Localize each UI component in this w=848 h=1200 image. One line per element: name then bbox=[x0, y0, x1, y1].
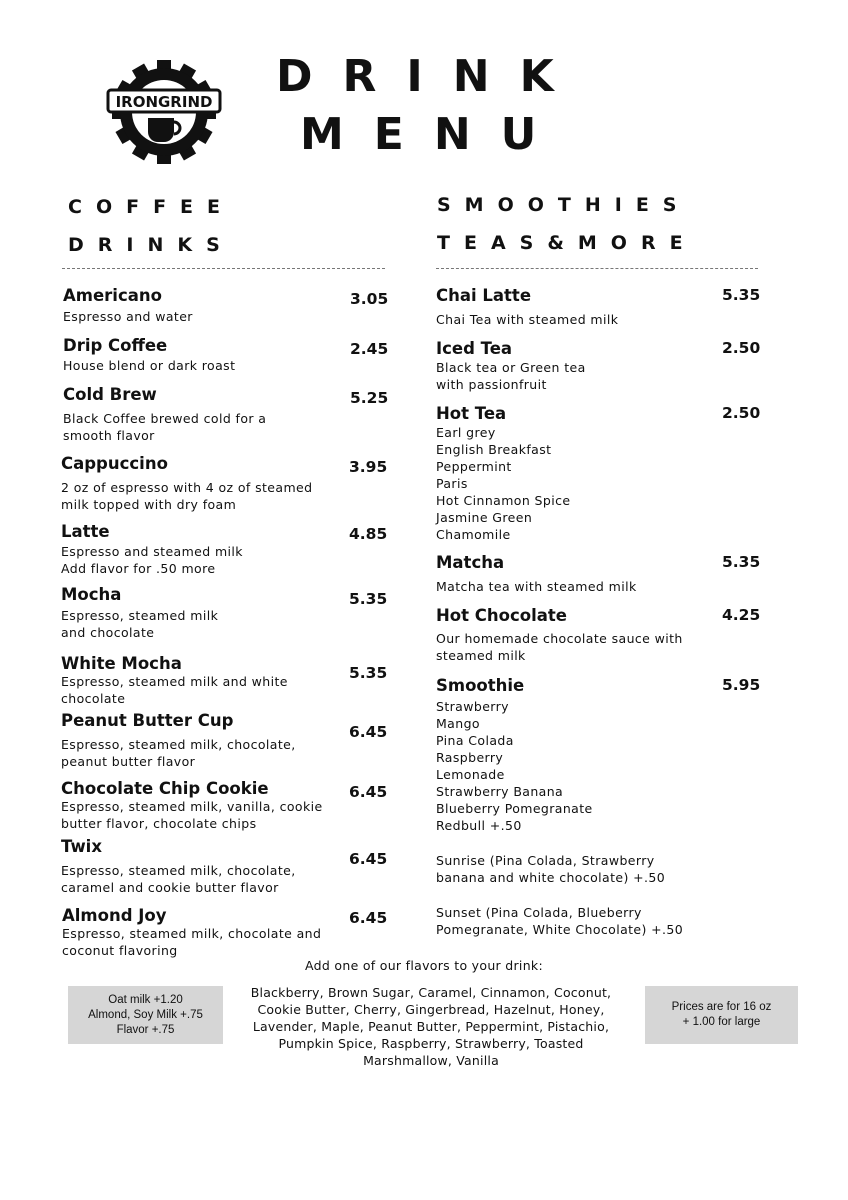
coffee-section-heading bbox=[68, 188, 234, 264]
item-name: White Mocha bbox=[61, 654, 182, 673]
item-name: Chocolate Chip Cookie bbox=[61, 779, 269, 798]
item-price: 6.45 bbox=[349, 723, 388, 741]
milk-options-box bbox=[68, 986, 223, 1044]
item-name: Americano bbox=[63, 286, 162, 305]
item-price: 6.45 bbox=[349, 783, 388, 801]
item-name: Twix bbox=[61, 837, 102, 856]
menu-item bbox=[436, 404, 570, 543]
item-price: 6.45 bbox=[349, 850, 388, 868]
item-price: 3.95 bbox=[349, 458, 388, 476]
item-name: Peanut Butter Cup bbox=[61, 711, 234, 730]
item-description: Sunrise (Pina Colada, Strawberry banana and white chocolate) +.50 bbox=[436, 853, 666, 885]
item-name: Drip Coffee bbox=[63, 336, 168, 355]
item-description: Espresso, steamed milk and white chocolate bbox=[61, 674, 288, 706]
item-name: Almond Joy bbox=[62, 906, 167, 925]
flavors-title: Add one of our flavors to your drink: bbox=[305, 958, 543, 973]
smoothies-divider bbox=[436, 268, 758, 269]
item-price: 2.45 bbox=[350, 340, 389, 358]
item-description: Espresso, steamed milk, chocolate, caramel and cookie butter flavor bbox=[61, 863, 296, 895]
item-price: 5.35 bbox=[722, 553, 761, 571]
item-description: 2 oz of espresso with 4 oz of steamed milk topped with dry foam bbox=[61, 480, 313, 512]
item-price: 5.35 bbox=[722, 286, 761, 304]
smoothies-section-heading bbox=[437, 186, 697, 262]
item-description: Black Coffee brewed cold for a smooth flavor bbox=[63, 411, 267, 443]
price-note-size: Prices are for 16 oz bbox=[671, 1001, 772, 1013]
menu-item bbox=[436, 553, 637, 595]
title-line-menu: MENU bbox=[300, 109, 567, 160]
coffee-heading-line1: COFFEE bbox=[68, 196, 235, 218]
item-description: Strawberry Mango Pina Colada Raspberry Lemonade Strawberry Banana Blueberry Pomegranate Redbull +.50 bbox=[436, 699, 593, 833]
item-price: 4.85 bbox=[349, 525, 388, 543]
item-price: 6.45 bbox=[349, 909, 388, 927]
smoothies-heading-line1: SMOOTHIES bbox=[437, 194, 691, 216]
item-description: Earl grey English Breakfast Peppermint Paris Hot Cinnamon Spice Jasmine Green Chamomile bbox=[436, 425, 571, 542]
menu-item bbox=[61, 837, 296, 896]
item-description: House blend or dark roast bbox=[63, 358, 236, 373]
item-name: Mocha bbox=[61, 585, 122, 604]
item-description: Sunset (Pina Colada, Blueberry Pomegranate, White Chocolate) +.50 bbox=[436, 905, 684, 937]
item-description: Espresso, steamed milk, chocolate, peanut butter flavor bbox=[61, 737, 296, 769]
item-description: Espresso, steamed milk, vanilla, cookie butter flavor, chocolate chips bbox=[61, 799, 323, 831]
menu-item bbox=[436, 676, 593, 834]
item-price: 5.25 bbox=[350, 389, 389, 407]
menu-item bbox=[62, 906, 321, 959]
item-price: 2.50 bbox=[722, 339, 761, 357]
item-description: Espresso and water bbox=[63, 309, 193, 324]
item-name: Hot Tea bbox=[436, 404, 507, 423]
menu-item bbox=[61, 779, 323, 832]
menu-item bbox=[61, 711, 296, 770]
item-price: 3.05 bbox=[350, 290, 389, 308]
item-price: 2.50 bbox=[722, 404, 761, 422]
menu-item bbox=[63, 286, 193, 325]
item-price: 4.25 bbox=[722, 606, 761, 624]
item-description: Matcha tea with steamed milk bbox=[436, 579, 637, 594]
smoothie-special-sunset bbox=[436, 904, 683, 938]
item-price: 5.35 bbox=[349, 590, 388, 608]
menu-item bbox=[436, 286, 618, 328]
smoothies-heading-line2: TEAS&MORE bbox=[437, 232, 697, 254]
item-name: Iced Tea bbox=[436, 339, 513, 358]
item-name: Latte bbox=[61, 522, 110, 541]
item-price: 5.95 bbox=[722, 676, 761, 694]
title-line-drink: DRINK bbox=[276, 51, 584, 102]
menu-item bbox=[61, 585, 218, 641]
menu-item bbox=[61, 454, 312, 513]
milk-oat: Oat milk +1.20 bbox=[108, 993, 183, 1006]
price-note-box bbox=[645, 986, 798, 1044]
smoothie-special-sunrise bbox=[436, 852, 665, 886]
item-name: Chai Latte bbox=[436, 286, 532, 305]
item-description: Espresso, steamed milk, chocolate and coconut flavoring bbox=[62, 926, 322, 958]
item-description: Black tea or Green tea with passionfruit bbox=[436, 360, 586, 392]
item-name: Hot Chocolate bbox=[436, 606, 567, 625]
price-note-large: + 1.00 for large bbox=[682, 1016, 761, 1028]
item-name: Smoothie bbox=[436, 676, 525, 695]
item-price: 5.35 bbox=[349, 664, 388, 682]
item-description: Espresso and steamed milk Add flavor for .50 more bbox=[61, 544, 243, 576]
item-name: Matcha bbox=[436, 553, 505, 572]
coffee-heading-line2: DRINKS bbox=[68, 234, 234, 256]
menu-item bbox=[436, 339, 586, 393]
item-name: Cold Brew bbox=[63, 385, 157, 404]
logo-wordmark: IRONGRIND bbox=[115, 93, 213, 111]
menu-item bbox=[63, 336, 235, 374]
item-name: Cappuccino bbox=[61, 454, 168, 473]
flavors-list: Blackberry, Brown Sugar, Caramel, Cinnamon, Coconut, Cookie Butter, Cherry, Gingerbread, Hazelnut, Honey, Lavender, Maple, Peanut Butter, Peppermint, Pistachio, Pumpkin Spice, Raspberry, Strawberry, Toasted Marshmallow, Vanilla bbox=[250, 985, 612, 1068]
irongrind-logo bbox=[104, 56, 224, 166]
flavor-addon: Flavor +.75 bbox=[116, 1023, 175, 1036]
item-description: Chai Tea with steamed milk bbox=[436, 312, 619, 327]
item-description: Espresso, steamed milk and chocolate bbox=[61, 608, 219, 640]
menu-item bbox=[436, 606, 683, 664]
milk-almond-soy: Almond, Soy Milk +.75 bbox=[88, 1008, 203, 1021]
menu-item bbox=[63, 385, 266, 444]
menu-item bbox=[61, 654, 288, 707]
page-title bbox=[276, 48, 584, 164]
menu-item bbox=[61, 522, 243, 577]
item-description: Our homemade chocolate sauce with steamed milk bbox=[436, 631, 683, 663]
coffee-divider bbox=[62, 268, 385, 269]
